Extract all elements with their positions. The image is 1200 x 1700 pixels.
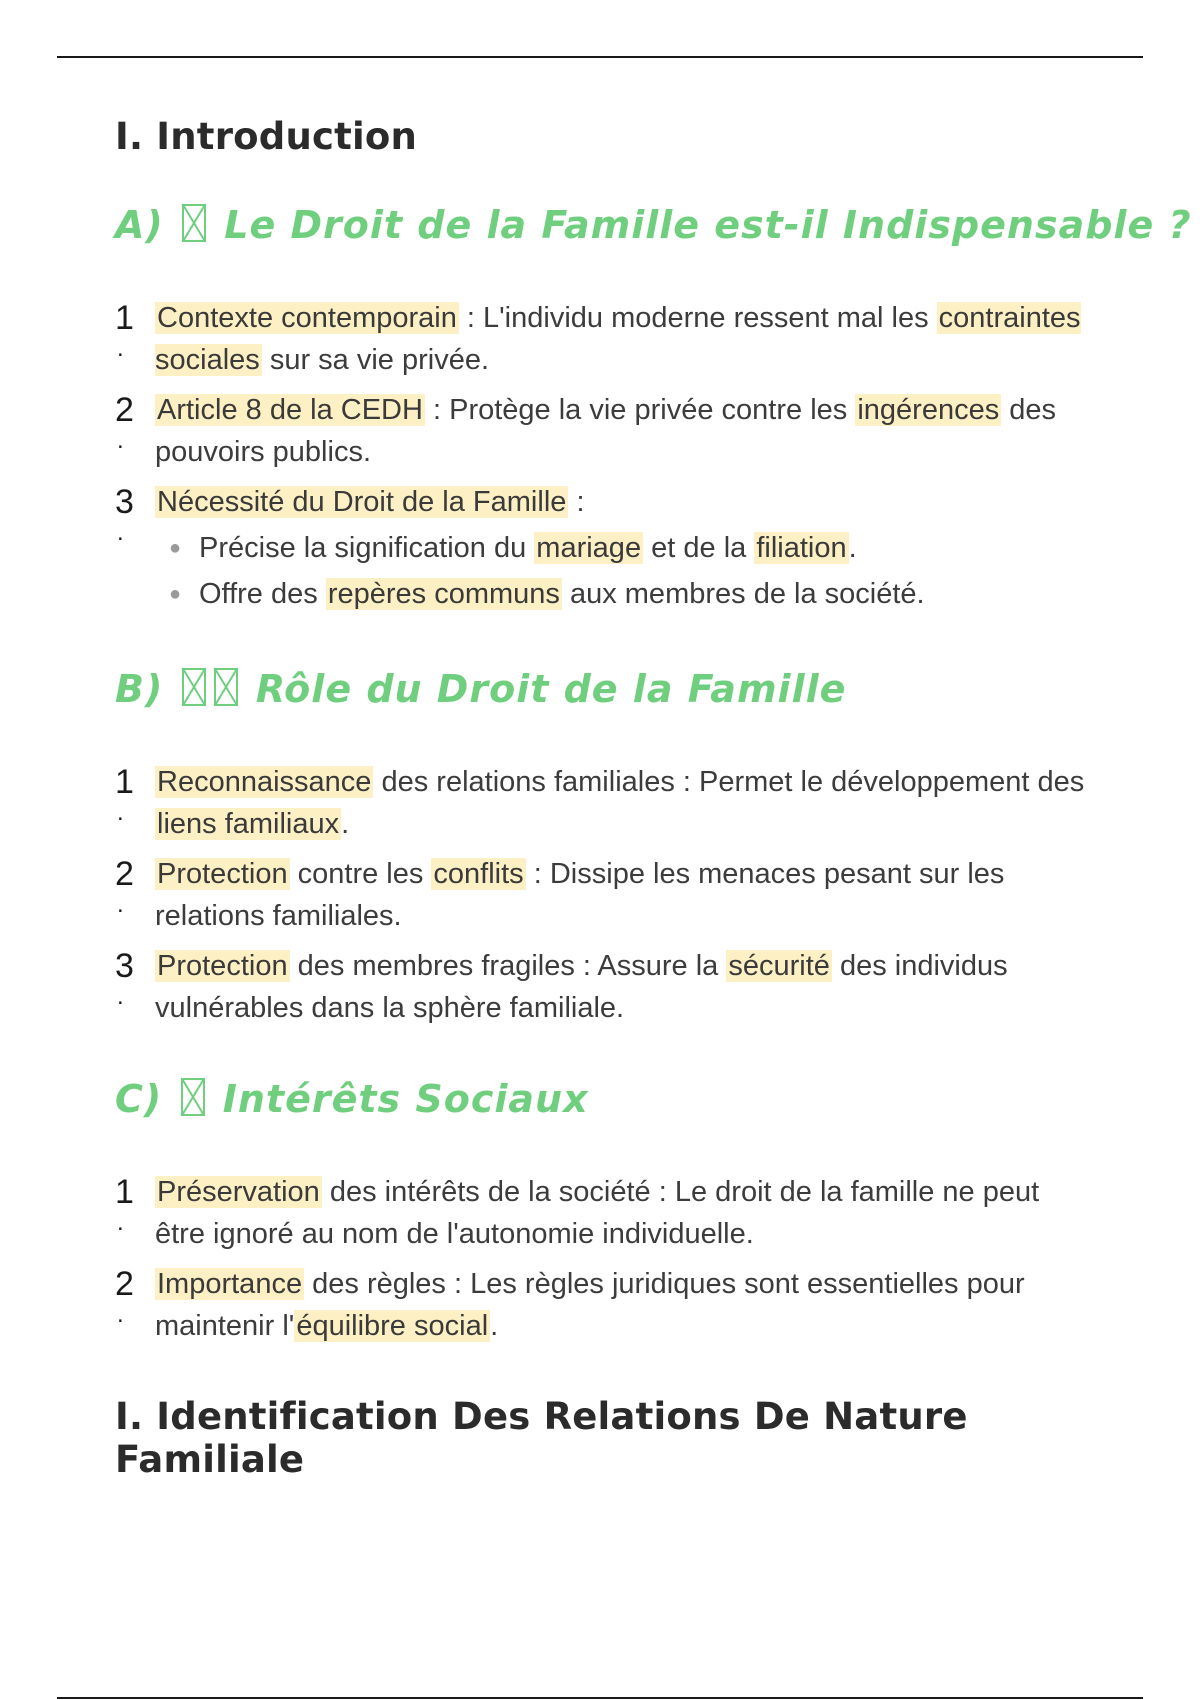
subsection-title: Rôle du Droit de la Famille xyxy=(255,667,847,711)
subsection-title: Intérêts Sociaux xyxy=(222,1077,589,1121)
highlight: Préservation xyxy=(157,1176,320,1208)
missing-glyph-icon xyxy=(214,668,238,706)
highlight: filiation xyxy=(756,532,847,564)
item-number: 2 . xyxy=(115,855,134,918)
bullet-icon: ● xyxy=(169,583,182,605)
list-item xyxy=(115,297,1085,381)
highlight: équilibre social xyxy=(296,1310,489,1342)
highlight: mariage xyxy=(536,532,642,564)
list-item xyxy=(115,761,1085,845)
item-number: 1 . xyxy=(115,1173,134,1236)
subsection-prefix: A) xyxy=(115,203,164,247)
item-text: Importance des règles : Les règles juridiques sont essentielles pour maintenir l'équilibre social. xyxy=(155,1268,1025,1342)
highlight: Article 8 de la CEDH xyxy=(157,394,423,426)
subsection-prefix: C) xyxy=(115,1077,163,1121)
list-item xyxy=(115,1263,1085,1347)
list-item xyxy=(115,481,1085,619)
sub-list-item: ● Offre des repères communs aux membres de la société. xyxy=(155,573,1085,615)
subsection-prefix: B) xyxy=(115,667,164,711)
item-number: 3 . xyxy=(115,947,134,1010)
highlight: repères communs xyxy=(327,578,560,610)
list-c xyxy=(115,1171,1085,1347)
item-number: 3 . xyxy=(115,483,134,546)
item-number: 1 . xyxy=(115,299,134,362)
list-item xyxy=(115,1171,1085,1255)
bullet-icon: ● xyxy=(169,537,182,559)
highlight: Nécessité du Droit de la Famille xyxy=(157,486,567,518)
subsection-heading-b xyxy=(115,667,1085,711)
highlight: Protection xyxy=(157,950,288,982)
item-text: Préservation des intérêts de la société : Le droit de la famille ne peut être ignoré au nom de l'autonomie individuelle. xyxy=(155,1176,1040,1250)
missing-glyph-icon xyxy=(182,668,206,706)
item-text: Reconnaissance des relations familiales : Permet le développement des liens familiaux. xyxy=(157,766,1085,840)
highlight: Importance xyxy=(157,1268,303,1300)
missing-glyph-icon xyxy=(182,204,206,242)
item-text: Article 8 de la CEDH : Protège la vie privée contre les ingérences des pouvoirs publics. xyxy=(155,394,1057,468)
section-heading-introduction: I. Introduction xyxy=(115,115,418,158)
sub-list-item: ● Précise la signification du mariage et de la filiation. xyxy=(155,527,1085,569)
missing-glyph-icon xyxy=(181,1078,205,1116)
highlight: ingérences xyxy=(857,394,1000,426)
highlight: Contexte contemporain xyxy=(157,302,457,334)
item-text: Contexte contemporain : L'individu moderne ressent mal les contraintes sociales sur sa vie privée. xyxy=(155,302,1081,376)
section-heading-identification: I. Identification Des Relations De Nature Familiale xyxy=(115,1395,968,1481)
highlight: Protection xyxy=(157,858,288,890)
item-number: 1 . xyxy=(115,763,134,826)
highlight: sécurité xyxy=(728,950,830,982)
item-number: 2 . xyxy=(115,1265,134,1328)
highlight: Reconnaissance xyxy=(157,766,372,798)
list-item xyxy=(115,853,1085,937)
list-a xyxy=(115,297,1085,619)
list-item xyxy=(115,389,1085,473)
highlight: contraintes sociales xyxy=(155,302,1081,376)
list-item xyxy=(115,945,1085,1029)
item-text: Protection contre les conflits : Dissipe les menaces pesant sur les relations familiales. xyxy=(155,858,1005,932)
top-rule xyxy=(57,56,1143,58)
item-number: 2 . xyxy=(115,391,134,454)
item-text: Nécessité du Droit de la Famille : ● Précise la signification du mariage et de la filiation. ● Offre des repères communs aux membres de la société. xyxy=(155,481,1085,619)
subsection-heading-a xyxy=(115,203,1192,247)
document-content xyxy=(115,115,1192,1481)
sub-list xyxy=(155,527,1085,615)
highlight: conflits xyxy=(433,858,524,890)
subsection-title: Le Droit de la Famille est-il Indispensable ? xyxy=(224,203,1192,247)
highlight: liens familiaux xyxy=(157,808,340,840)
item-text: Protection des membres fragiles : Assure la sécurité des individus vulnérables dans la sphère familiale. xyxy=(155,950,1008,1024)
subsection-heading-c xyxy=(115,1077,1085,1121)
bottom-rule xyxy=(57,1697,1143,1699)
list-b xyxy=(115,761,1085,1029)
